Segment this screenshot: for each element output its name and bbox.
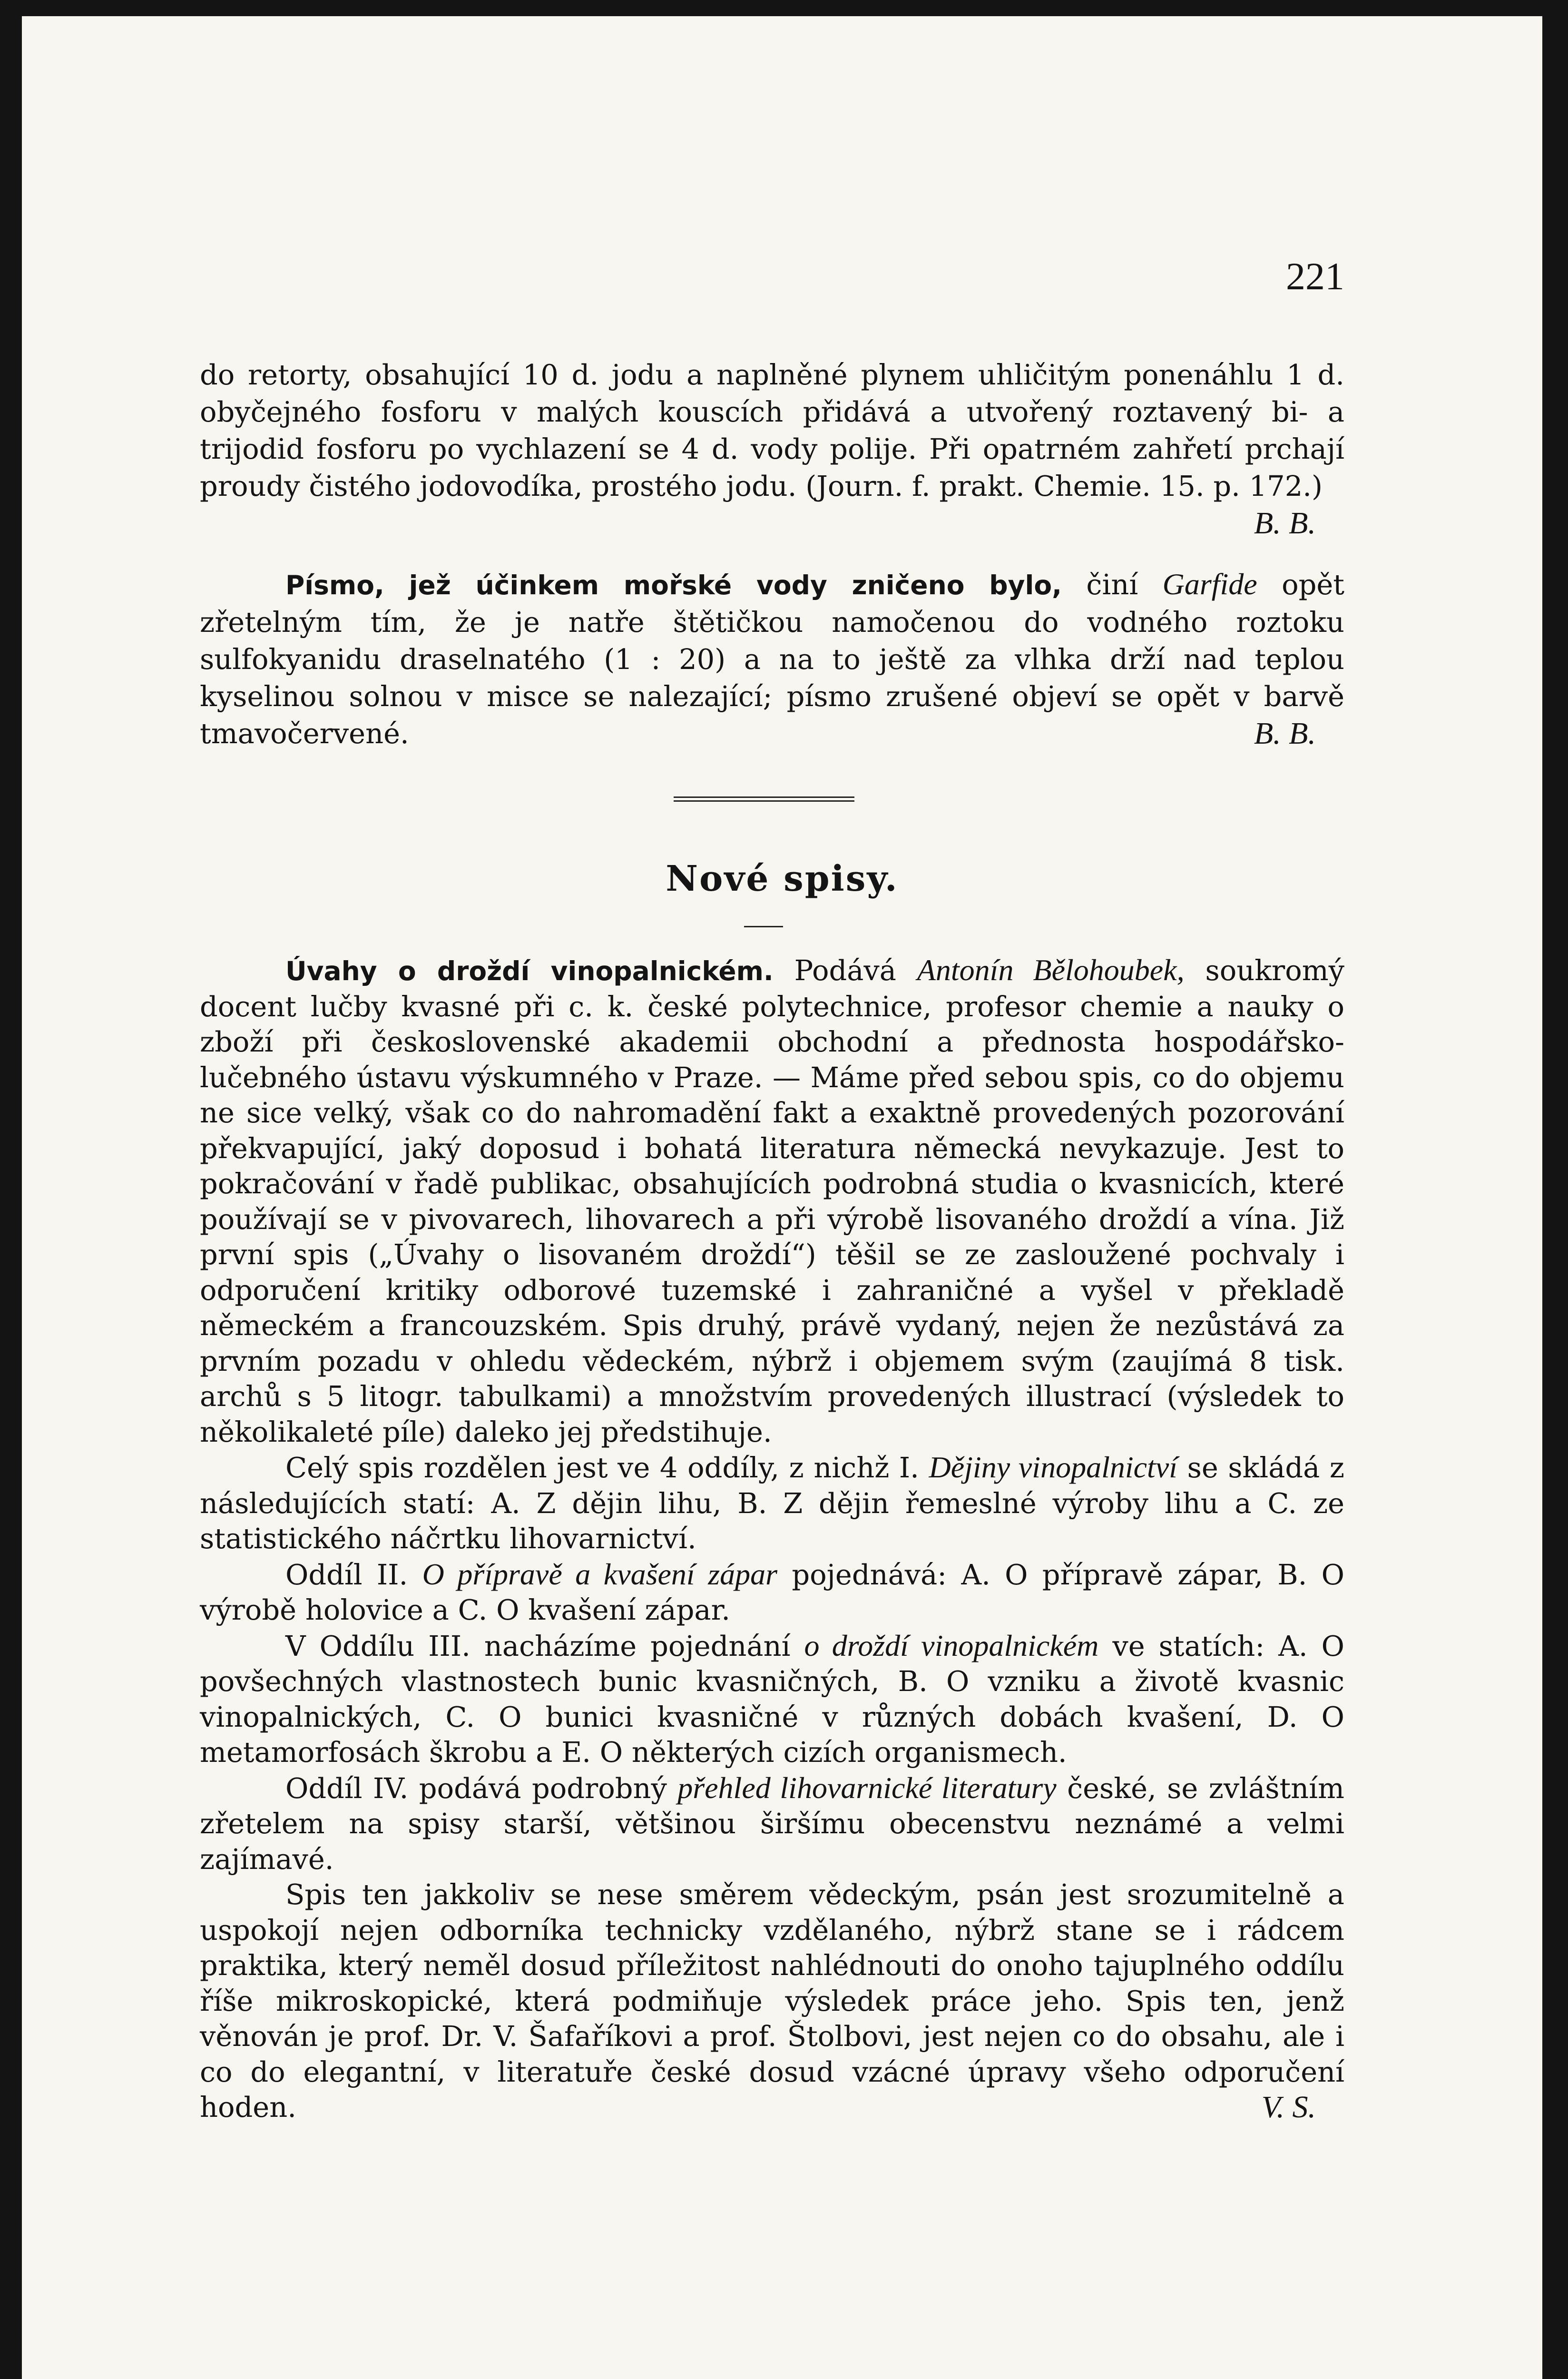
page-number: 221: [1286, 255, 1344, 298]
paragraph-lead: Písmo, jež účinkem mořské vody zničeno bylo,: [285, 570, 1062, 600]
review-text: Oddíl IV. podává podrobný: [285, 1771, 678, 1805]
review-paragraph: [200, 1877, 1344, 2125]
review-text: ve statích: A. O povšechných vlastnostech bunic kvasničných, B. O vzniku a životě kvasnic vinopalnických, C. O bunici kvasničné v různých dobách kvašení, D. O metamorfosách škrobu a E. O některých cizích organismech.: [200, 1629, 1345, 1769]
signature: B. B.: [1254, 716, 1316, 751]
review-text: Podává: [773, 954, 917, 987]
review-text: pojednává: A. O přípravě zápar, B. O výrobě holovice a C. O kvašení zápar.: [200, 1558, 1345, 1626]
author-name: Antonín Bělohoubek,: [917, 953, 1185, 987]
chapter-title: o droždí vinopalnickém: [804, 1628, 1099, 1662]
section-title: Nové spisy.: [666, 858, 899, 899]
paragraph-hydrogen-iodide: [200, 356, 1344, 542]
title-rule: [744, 926, 783, 927]
review-text: V Oddílu III. nacházíme pojednání: [285, 1629, 804, 1662]
review-title: Úvahy o droždí vinopalnickém.: [285, 956, 774, 986]
review-paragraph: [200, 1628, 1344, 1770]
chapter-title: Dějiny vinopalnictví: [929, 1450, 1178, 1484]
paragraph-writing-restoration: [200, 566, 1344, 752]
chapter-title: O přípravě a kvašení zápar: [422, 1557, 778, 1591]
review-text: Oddíl II.: [285, 1558, 422, 1591]
chapter-title: přehled lihovarnické literatury: [677, 1770, 1057, 1805]
review-text: se skládá z následujících statí: A. Z dějin lihu, B. Z dějin řemeslné výroby lihu a C. ze statistického náčrtku lihovarnictví.: [200, 1451, 1345, 1555]
book-review: [200, 953, 1344, 2125]
signature: V. S.: [1261, 2090, 1316, 2124]
review-text: české, se zvláštním zřetelem na spisy starší, většinou širšímu obecenstvu neznámé a velmi zajímavé.: [200, 1771, 1344, 1876]
signature: B. B.: [1254, 506, 1316, 541]
review-paragraph: [200, 1557, 1344, 1628]
review-paragraph: [200, 953, 1344, 1450]
book-page: [22, 16, 1542, 2379]
review-paragraph: [200, 1770, 1344, 1878]
review-text: Spis ten jakkoliv se nese směrem vědeckým, psán jest srozumitelně a uspokojí nejen odborníka technicky vzdělaného, nýbrž stane se i rádcem praktika, který neměl dosud příležitost nahlédnouti do onoho tajuplného oddílu říše mikroskopické, která podmiňuje výsledek práce jeho. Spis ten, jenž věnován je prof. Dr. V. Šafaříkovi a prof. Štolbovi, jest nejen co do obsahu, ale i co do elegantní, v literatuře české dosud vzácné úpravy všeho odporučení hoden.: [200, 1878, 1344, 2123]
review-text: soukromý docent lučby kvasné při c. k. české polytechnice, profesor chemie a nauky o zboží při československé akademii obchodní a přednosta hospodářsko-lučebného ústavu výskumného v Praze. — Máme před sebou spis, co do objemu ne sice velký, však co do nahromadění fakt a exaktně provedených pozorování překvapující, jaký doposud i bohatá literatura německá nevykazuje. Jest to pokračování v řadě publikac, obsahujících podrobná studia o kvasnicích, které používají se v pivovarech, lihovarech a při výrobě lisovaného droždí a vína. Již první spis („Úvahy o lisovaném droždí“) těšil se ze zasloužené pochvaly i odporučení kritiky odborové tuzemské i zahraničné a vyšel v překladě německém a francouzském. Spis druhý, právě vydaný, nejen že nezůstává za prvním pozadu v ohledu vědeckém, nýbrž i objemem svým (zaujímá 8 tisk. archů s 5 litogr. tabulkami) a množstvím provedených illustrací (výsledek to několikaleté píle) daleko jej předstihuje.: [200, 954, 1345, 1448]
paragraph-text: do retorty, obsahující 10 d. jodu a naplněné plynem uhličitým ponenáhlu 1 d. obyčejného fosforu v malých kouscích přidává a utvořený roztavený bi- a trijodid fosforu po vychlazení se 4 d. vody polije. Při opatrném zahřetí prchají proudy čistého jodovodíka, prostého jodu. (Journ. f. prakt. Chemie. 15. p. 172.): [200, 358, 1344, 502]
review-paragraph: [200, 1450, 1344, 1557]
paragraph-text: činí: [1062, 568, 1163, 601]
person-name: Garfide: [1162, 567, 1257, 601]
review-text: Celý spis rozdělen jest ve 4 oddíly, z nichž I.: [285, 1451, 929, 1484]
section-divider: [674, 796, 854, 802]
paragraph-text: opět zřetelným tím, že je natře štětičkou namočenou do vodného roztoku sulfokyanidu draselnatého (1 : 20) a na to ještě za vlhka drží nad teplou kyselinou solnou v misce se nalezající; písmo zrušené objeví se opět v barvě tmavočervené.: [200, 568, 1345, 750]
